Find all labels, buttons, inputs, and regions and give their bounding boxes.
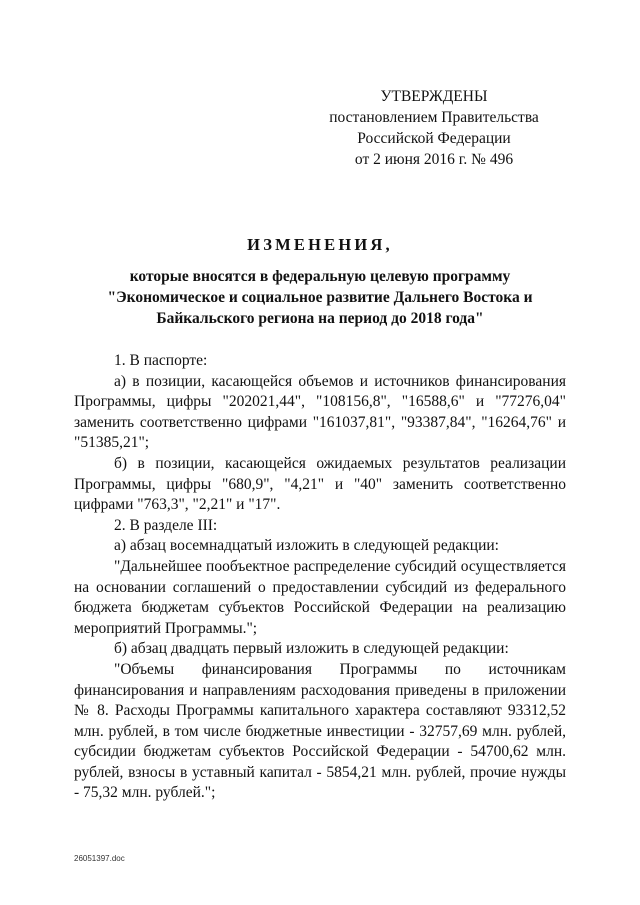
approval-date-number: от 2 июня 2016 г. № 496 [354,151,514,168]
title-subtitle-line-2: "Экономическое и социальное развитие Дальнего Востока и [107,289,533,306]
approval-government: Российской Федерации [357,130,511,147]
paragraph-section-3-a: а) абзац восемнадцатый изложить в следующей редакции: [114,537,499,555]
document-body [74,351,566,804]
paragraph-passport-a: а) в позиции, касающейся объемов и источников финансирования Программы, цифры "202021,44", "108156,8", "16588,6" и "77276,04" заменить соответственно цифрами "161037,81", "93387,84", "16264,76" и "51385,21"; [74,372,566,452]
footer-filename: 26051397.doc [74,854,125,863]
title-subtitle-line-1: которые вносятся в федеральную целевую программу [129,268,511,285]
approval-heading: УТВЕРЖДЕНЫ [380,88,488,105]
document-title [60,234,580,329]
approval-resolution: постановлением Правительства [329,109,539,126]
title-heading: ИЗМЕНЕНИЯ, [247,235,393,254]
paragraph-passport-b: б) в позиции, касающейся ожидаемых результатов реализации Программы, цифры "680,9", "4,21" и "40" заменить соответственно цифрами "763,3", "2,21" и "17". [74,454,566,514]
approval-stamp [300,86,568,170]
paragraph-section-3: 2. В разделе III: [114,516,218,534]
paragraph-section-3-a-text: "Дальнейшее пообъектное распределение субсидий осуществляется на основании соглашений о предоставлении субсидий из федерального бюджета бюджетам субъектов Российской Федерации на реализацию мероприятий Программы."; [74,557,566,637]
paragraph-passport: 1. В паспорте: [114,352,208,369]
paragraph-section-3-b: б) абзац двадцать первый изложить в следующей редакции: [114,640,509,658]
paragraph-section-3-b-text: "Объемы финансирования Программы по источникам финансирования и направлениям расходования приведены в приложении № 8. Расходы Программы капитального характера составляют 93312,52 млн. рублей, в том числе бюджетные инвестиции - 32757,69 млн. рублей, субсидии бюджетам субъектов Российской Федерации - 54700,62 млн. рублей, взносы в уставный капитал - 5854,21 млн. рублей, прочие нужды - 75,32 млн. рублей."; [74,660,566,802]
title-subtitle-line-3: Байкальского региона на период до 2018 года" [156,310,484,327]
